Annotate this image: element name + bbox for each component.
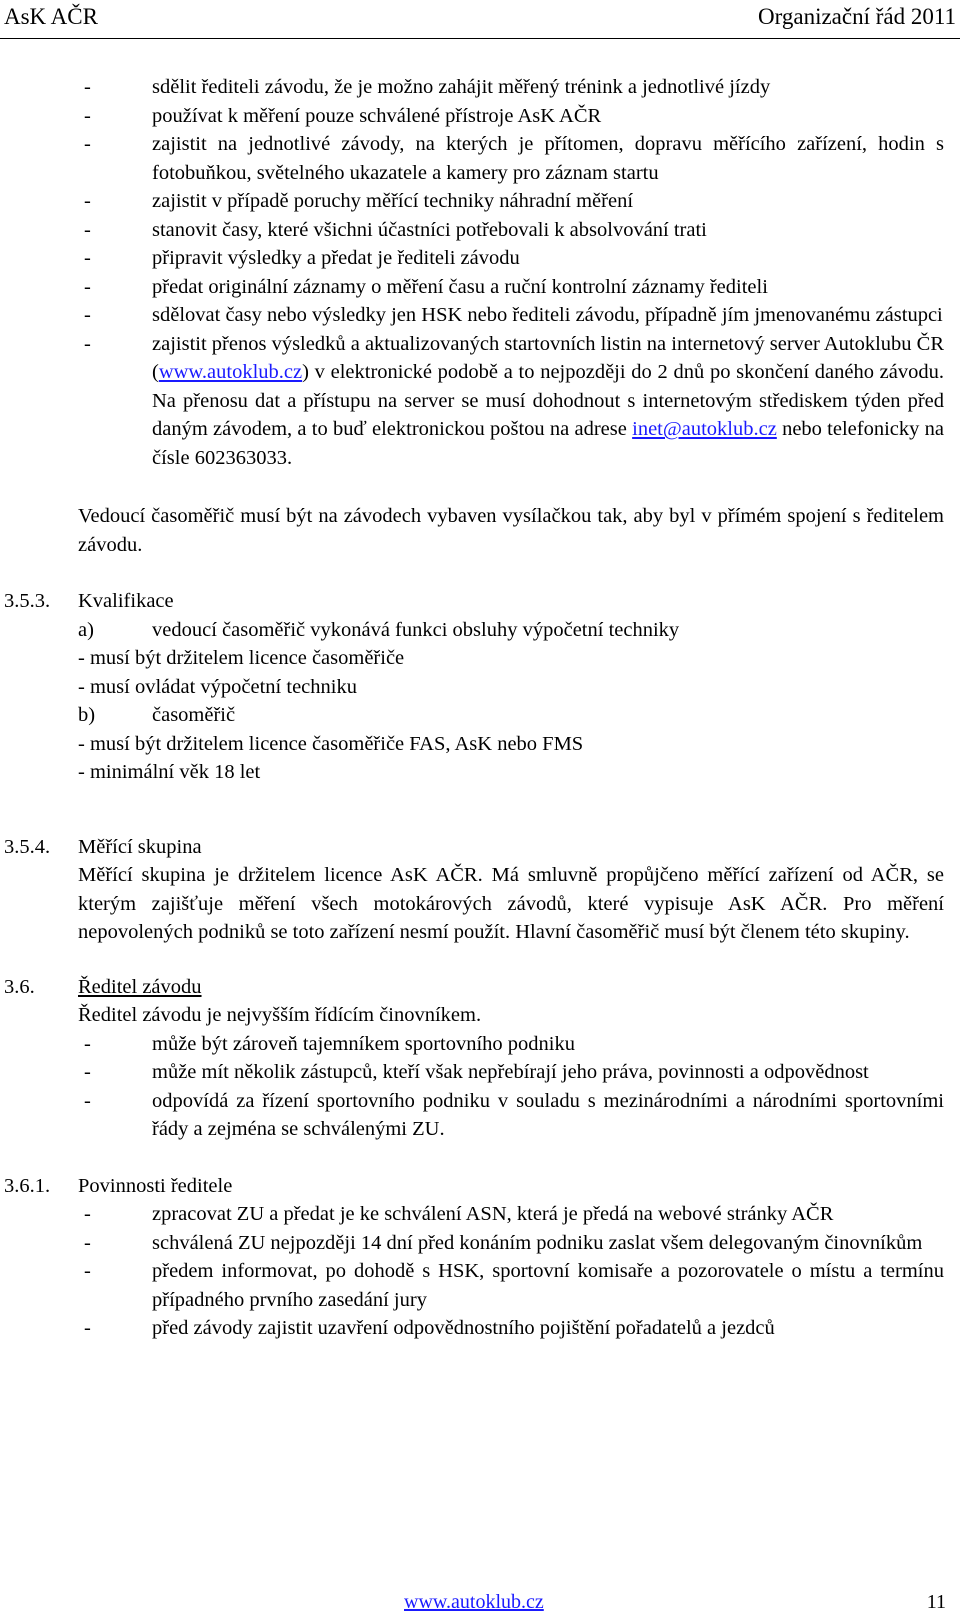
list-item-text: připravit výsledky a předat je řediteli závodu bbox=[152, 247, 520, 269]
dash: - bbox=[84, 1203, 91, 1225]
list-item-text: sdělovat časy nebo výsledky jen HSK nebo řediteli závodu, případně jím jmenovanému zástupci bbox=[152, 304, 943, 326]
list-item-text: sdělit řediteli závodu, že je možno zahájit měřený trénink a jednotlivé jízdy bbox=[152, 76, 771, 98]
requirement-line: - minimální věk 18 let bbox=[78, 761, 261, 783]
list-item bbox=[0, 1257, 960, 1314]
dash: - bbox=[84, 1231, 91, 1254]
list-item bbox=[0, 330, 960, 473]
list-item bbox=[0, 244, 960, 273]
list-item-text: může být zároveň tajemníkem sportovního podniku bbox=[152, 1032, 576, 1055]
list-item-text: zpracovat ZU a předat je ke schválení ASN, která je předá na webové stránky AČR bbox=[152, 1203, 834, 1225]
dash: - bbox=[84, 1260, 91, 1282]
list-item bbox=[0, 102, 960, 131]
dash: - bbox=[84, 275, 91, 298]
dash: - bbox=[84, 76, 91, 98]
section-title: Měřící skupina bbox=[78, 835, 202, 858]
section-title: Ředitel závodu bbox=[78, 975, 202, 998]
requirement-line: - musí být držitelem licence časoměřiče bbox=[78, 647, 405, 669]
dash: - bbox=[84, 332, 91, 355]
dash: - bbox=[84, 104, 91, 127]
autoklub-link[interactable]: www.autoklub.cz bbox=[158, 361, 303, 383]
list-item bbox=[0, 301, 960, 330]
document-body bbox=[0, 73, 960, 1343]
requirement-line: - musí ovládat výpočetní techniku bbox=[78, 675, 357, 698]
list-item-text: před závody zajistit uzavření odpovědnostního pojištění pořadatelů a jezdců bbox=[152, 1317, 775, 1339]
qualification-b bbox=[0, 701, 960, 730]
list-item bbox=[0, 130, 960, 187]
footer-url[interactable]: www.autoklub.cz bbox=[404, 1590, 544, 1613]
item-text: časoměřič bbox=[152, 704, 236, 726]
page-number: 11 bbox=[926, 1590, 946, 1613]
requirement-line: - musí být držitelem licence časoměřiče FAS, AsK nebo FMS bbox=[78, 732, 584, 755]
list-item bbox=[0, 1030, 960, 1059]
qualification-a bbox=[0, 616, 960, 645]
page-header bbox=[0, 0, 960, 39]
list-item-text: předem informovat, po dohodě s HSK, sportovní komisaře a pozorovatele o místu a termínu případného prvního zasedání jury bbox=[152, 1260, 944, 1311]
dash: - bbox=[84, 1317, 91, 1339]
section-title: Povinnosti ředitele bbox=[78, 1174, 233, 1197]
section-3-6-1 bbox=[0, 1172, 960, 1201]
list-item-text: používat k měření pouze schválené přístroje AsK AČR bbox=[152, 104, 602, 127]
header-left: AsK AČR bbox=[4, 4, 98, 29]
list-item bbox=[0, 1229, 960, 1258]
list-item-text bbox=[152, 330, 944, 473]
timekeeper-duties-list bbox=[0, 73, 960, 472]
item-text: vedoucí časoměřič vykonává funkci obsluhy výpočetní techniky bbox=[152, 618, 680, 641]
list-item bbox=[0, 73, 960, 102]
list-item bbox=[0, 1087, 960, 1144]
text-segment: zajistit přenos výsledků a aktualizovaných startovních listin na internetový server Autoklubu ČR ( bbox=[152, 332, 944, 383]
list-item-text: může mít několik zástupců, kteří však nepřebírají jeho práva, povinnosti a odpovědnost bbox=[152, 1061, 869, 1083]
item-label: b) bbox=[78, 704, 96, 726]
page-footer bbox=[0, 1582, 960, 1622]
list-item bbox=[0, 216, 960, 245]
section-number: 3.6.1. bbox=[4, 1174, 51, 1197]
list-item-text: zajistit v případě poruchy měřící techniky náhradní měření bbox=[152, 190, 634, 212]
dash: - bbox=[84, 304, 91, 326]
list-item bbox=[0, 1058, 960, 1087]
item-label: a) bbox=[78, 618, 94, 641]
dash: - bbox=[84, 133, 91, 155]
head-timekeeper-paragraph: Vedoucí časoměřič musí být na závodech vybaven vysílačkou tak, aby byl v přímém spojení s ředitelem závodu. bbox=[78, 505, 944, 556]
section-title: Kvalifikace bbox=[78, 590, 174, 612]
list-item-text: předat originální záznamy o měření času a ruční kontrolní záznamy řediteli bbox=[152, 275, 768, 298]
email-link[interactable]: inet@autoklub.cz bbox=[632, 418, 777, 440]
director-intro: Ředitel závodu je nejvyšším řídícím činovníkem. bbox=[78, 1004, 482, 1026]
dash: - bbox=[84, 1032, 91, 1055]
dash: - bbox=[84, 247, 91, 269]
dash: - bbox=[84, 218, 91, 241]
list-item-text: zajistit na jednotlivé závody, na kterých je přítomen, dopravu měřícího zařízení, hodin s fotobuňkou, světelného ukazatele a kamery pro záznam startu bbox=[152, 133, 944, 184]
dash: - bbox=[84, 1089, 91, 1112]
dash: - bbox=[84, 190, 91, 212]
list-item bbox=[0, 273, 960, 302]
section-3-5-3 bbox=[0, 587, 960, 616]
section-number: 3.5.4. bbox=[4, 835, 51, 858]
section-3-5-4 bbox=[0, 833, 960, 862]
list-item bbox=[0, 1314, 960, 1343]
list-item bbox=[0, 187, 960, 216]
section-3-6 bbox=[0, 973, 960, 1002]
section-number: 3.6. bbox=[4, 975, 35, 998]
list-item bbox=[0, 1200, 960, 1229]
list-item-text: odpovídá za řízení sportovního podniku v souladu s mezinárodními a národními sportovními řády a zejména se schválenými ZU. bbox=[152, 1089, 944, 1140]
text-segment: nebo telefonicky na čísle 602363033. bbox=[152, 418, 944, 469]
measuring-group-paragraph: Měřící skupina je držitelem licence AsK AČR. Má smluvně propůjčeno měřící zařízení od AČR, se kterým zajišťuje měření všech motokárových závodů, které vypisuje AsK AČR. Pro měření nepovolených podniků se toto zařízení nesmí použít. Hlavní časoměřič musí být členem této skupiny. bbox=[78, 864, 944, 943]
section-number: 3.5.3. bbox=[4, 590, 51, 612]
header-right: Organizační řád 2011 bbox=[758, 4, 956, 29]
list-item-text: stanovit časy, které všichni účastníci potřebovali k absolvování trati bbox=[152, 218, 707, 241]
list-item-text: schválená ZU nejpozději 14 dní před konáním podniku zaslat všem delegovaným činovníkům bbox=[152, 1231, 923, 1254]
dash: - bbox=[84, 1061, 91, 1083]
text-segment: ) v elektronické podobě a to nejpozději do 2 dnů po skončení daného závodu. Na přenosu dat a přístupu na server se musí dohodnout s internetovým střediskem týden před daným závodem, a to buď elektronickou poštou na adrese bbox=[152, 361, 944, 440]
